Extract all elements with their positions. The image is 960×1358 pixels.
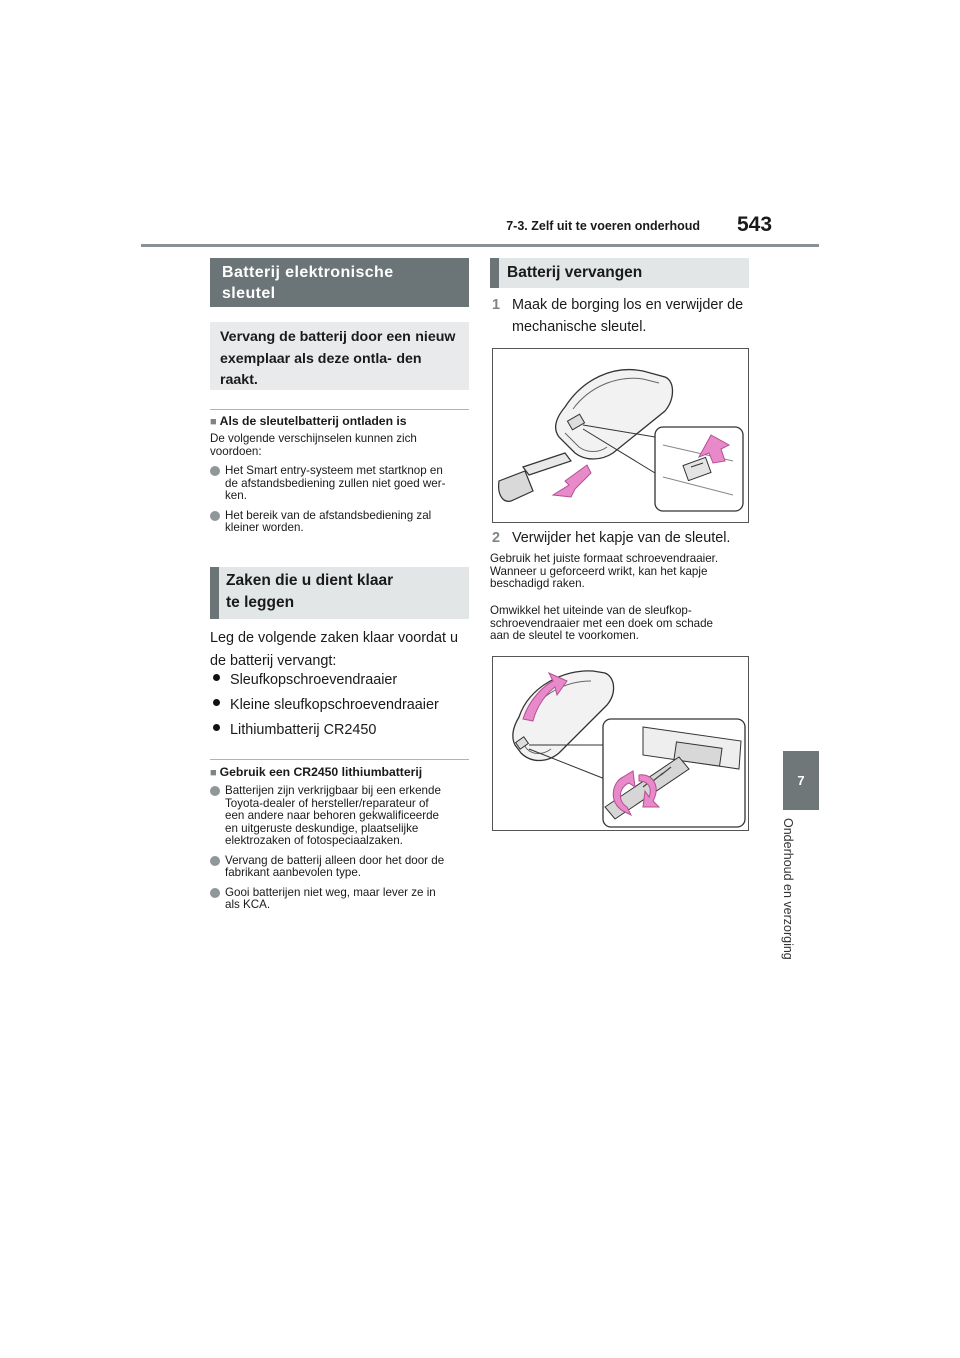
list-item: Sleufkopschroevendraaier: [213, 672, 473, 697]
step2-note-1: Gebruik het juiste formaat schroevendraaier. Wanneer u geforceerd wrikt, kan het kapje beschadigd raken.: [490, 552, 719, 590]
note-title: ■ Gebruik een CR2450 lithiumbatterij: [210, 765, 472, 779]
list-item: Het Smart entry-systeem met startknop en de afstandsbediening zullen niet goed wer- ken.: [210, 465, 472, 503]
key-removal-illustration: [493, 349, 748, 522]
list-item: Vervang de batterij alleen door het door de fabrikant aanbevolen type.: [210, 855, 472, 880]
bullet-icon: [213, 674, 220, 681]
divider: [210, 409, 469, 410]
cover-removal-illustration: [493, 657, 748, 830]
step-number: 2: [492, 530, 501, 546]
figure-remove-mechanical-key: [492, 348, 749, 523]
battery-heading: Batterij elektronische sleutel: [210, 258, 469, 307]
bullet-icon: [210, 786, 220, 796]
bullet-icon: [210, 511, 220, 521]
bullet-icon: [210, 888, 220, 898]
bullet-icon: [213, 699, 220, 706]
step-number: 1: [492, 297, 501, 313]
list-item: Batterijen zijn verkrijgbaar bij een erkende Toyota-dealer of hersteller/reparateur of een andere naar behoren gekwalificeerde en uitgeruste deskundige, plaatselijke elektrozaken of fotospeciaalzaken.: [210, 785, 472, 848]
intro-box: Vervang de batterij door een nieuw exemplaar als deze ontla- den raakt.: [210, 322, 469, 390]
items-lead: Leg de volgende zaken klaar voordat u de batterij vervangt:: [210, 630, 459, 669]
bullet-icon: [210, 466, 220, 476]
chapter-tab[interactable]: [783, 751, 819, 810]
step2-note-2: Omwikkel het uiteinde van de sleufkop- schroevendraaier met een doek om schade aan de sleutel te voorkomen.: [490, 604, 713, 642]
replace-heading: Batterij vervangen: [490, 258, 749, 288]
bullet-icon: [213, 724, 220, 731]
list-item: Kleine sleufkopschroevendraaier: [213, 697, 473, 722]
list-item: Lithiumbatterij CR2450: [213, 722, 473, 747]
step-2: 2 Verwijder het kapje van de sleutel.: [492, 527, 754, 549]
discharged-note: [210, 414, 472, 535]
list-item: Het bereik van de afstandsbediening zal kleiner worden.: [210, 510, 472, 535]
chapter-title-text: Onderhoud en verzorging: [781, 818, 795, 960]
page-number: 543: [737, 213, 773, 236]
header-rule: [141, 244, 819, 247]
divider: [210, 759, 469, 760]
bullet-icon: [210, 856, 220, 866]
note-title: ■ Als de sleutelbatterij ontladen is: [210, 414, 472, 428]
note-lead: De volgende verschijnselen kunnen zich voordoen:: [210, 432, 417, 458]
list-item: Gooi batterijen niet weg, maar lever ze in als KCA.: [210, 887, 472, 912]
step-1: 1 Maak de borging los en verwijder de mechanische sleutel.: [492, 294, 754, 338]
items-heading: Zaken die u dient klaar te leggen: [210, 567, 469, 619]
items-list: [213, 672, 473, 747]
chapter-number: 7: [797, 773, 805, 788]
figure-remove-key-cover: [492, 656, 749, 831]
chapter-title: [780, 818, 800, 978]
section-title: 7-3. Zelf uit te voeren onderhoud: [506, 219, 700, 233]
cr2450-note: [210, 765, 472, 912]
